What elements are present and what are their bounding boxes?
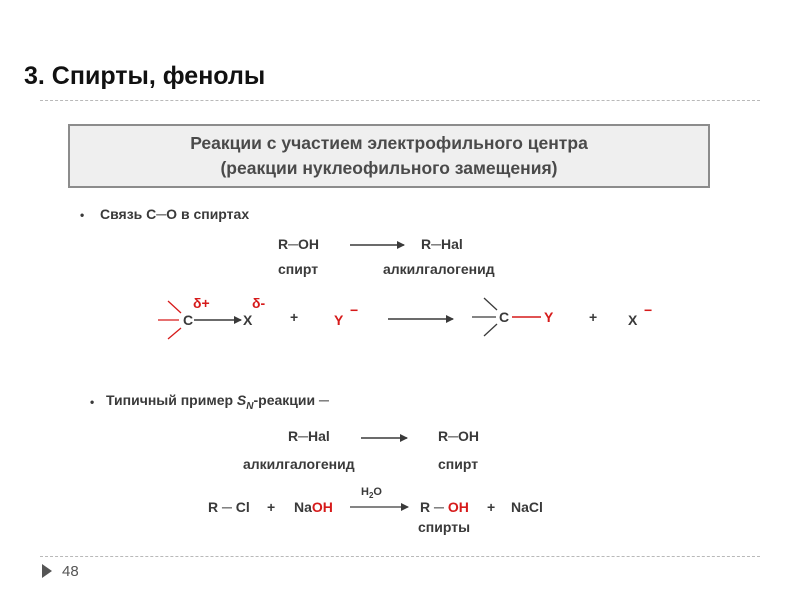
example-product-r: R ─	[420, 499, 448, 515]
reaction2-product-label: спирт	[438, 456, 479, 472]
product-carbon-bonds	[472, 298, 497, 336]
topic-line-2: (реакции нуклеофильного замещения)	[220, 158, 558, 178]
reaction1-product: R─Hal	[421, 236, 463, 252]
reaction2-product: R─OH	[438, 428, 480, 444]
substrate-carbon-bonds	[158, 301, 181, 339]
topic-line-1: Реакции с участием электрофильного центра	[190, 133, 588, 153]
mech-nucleophile: Y	[334, 312, 344, 328]
slide-number: 48	[62, 563, 79, 580]
example-reagent-oh: OH	[311, 499, 333, 515]
reaction1-reactant: R─OH	[278, 236, 320, 252]
reaction2-reactant: R─Hal	[288, 428, 330, 444]
example-reagent-na: Na	[294, 499, 312, 515]
bullet-2: •	[90, 395, 95, 409]
sn-symbol: S	[236, 392, 247, 408]
bullet-1: •	[80, 208, 85, 222]
mech-leaving-anion: X	[628, 312, 638, 328]
example-plus-1: +	[267, 499, 276, 515]
condition-sub: 2	[368, 491, 374, 501]
condition-o: O	[373, 486, 382, 498]
mech-nucleophile-charge: −	[350, 302, 359, 318]
slide-title: 3. Спирты, фенолы	[24, 62, 266, 90]
sn-subscript: N	[246, 400, 254, 412]
reaction1-product-label: алкилгалогенид	[383, 261, 495, 277]
example-reactant: R ─ Cl	[208, 499, 250, 515]
section2-heading-prefix: Типичный пример	[106, 392, 237, 408]
example-product-label: спирты	[418, 519, 471, 535]
mech-product-carbon: C	[499, 309, 510, 325]
example-plus-2: +	[487, 499, 496, 515]
mech-anion-charge: −	[644, 302, 653, 318]
section2-heading-suffix: -реакции ─	[253, 392, 329, 408]
example-byproduct: NaCl	[511, 499, 543, 515]
mech-carbon: C	[183, 312, 194, 328]
section1-heading: Связь С─О в спиртах	[100, 206, 250, 222]
reaction1-reactant-label: спирт	[278, 261, 319, 277]
mech-delta-plus: δ+	[193, 295, 210, 311]
nav-triangle-icon	[42, 564, 52, 578]
bottom-divider	[40, 556, 760, 557]
condition-h: H	[361, 486, 369, 498]
reaction2-reactant-label: алкилгалогенид	[243, 456, 355, 472]
mech-plus-2: +	[589, 309, 598, 325]
mech-leaving-group: X	[243, 312, 253, 328]
mech-plus-1: +	[290, 309, 299, 325]
example-product-oh: OH	[447, 499, 469, 515]
mech-product-group: Y	[544, 309, 554, 325]
mech-delta-minus: δ-	[252, 295, 266, 311]
